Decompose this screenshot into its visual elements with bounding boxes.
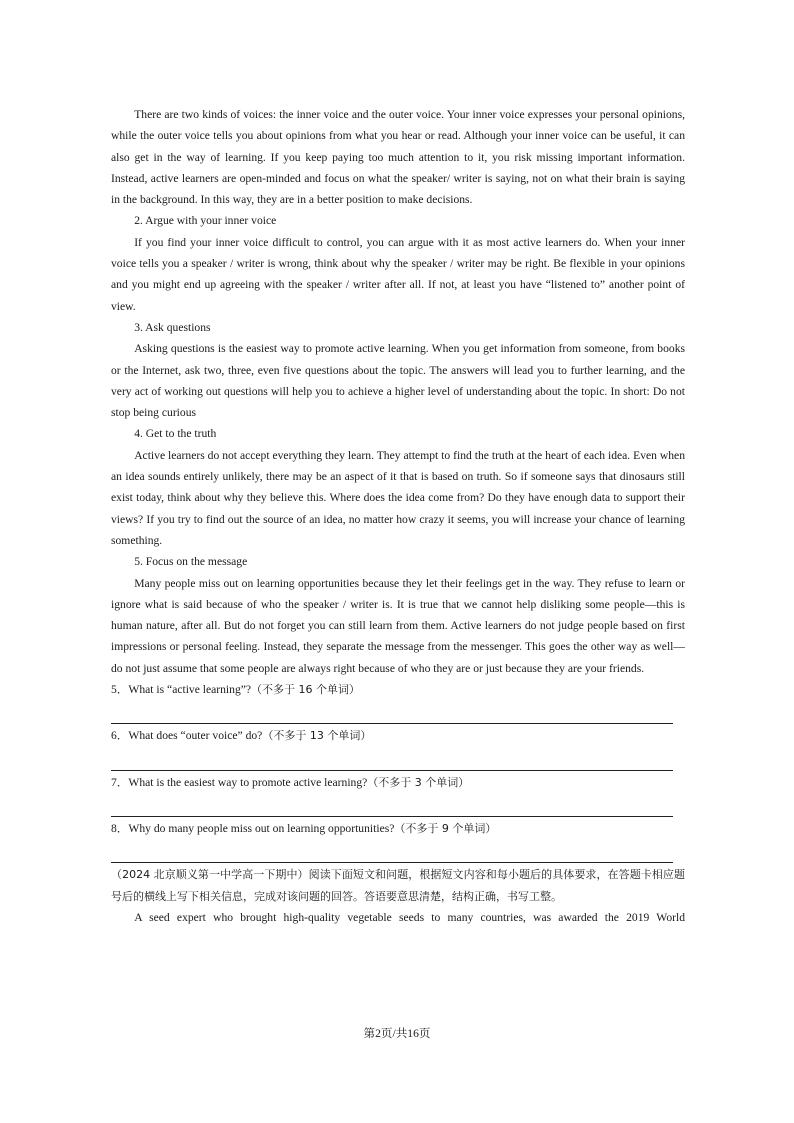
question-text: What does “outer voice” do? <box>128 729 263 743</box>
heading-truth: 4. Get to the truth <box>134 427 217 441</box>
question-number: 7． <box>111 775 129 789</box>
paragraph-argue: If you find your inner voice difficult to control, you can argue with it as most active learners do. When your inner voice tells you a speaker / writer is wrong, think about why the speaker / writer may be right. Be flexible in your opinions and you might end up agreeing with the speaker / writer after all. If not, at least you have “listened to” another point of view. <box>111 235 685 313</box>
question-limit: （不多于 16 个单词） <box>251 683 361 697</box>
section-instruction: （2024 北京顺义第一中学高一下期中）阅读下面短文和问题，根据短文内容和每小题后的具体要求，在答题卡相应题号后的横线上写下相关信息，完成对该问题的回答。答语要意思清楚，结构正确，书写工整。 <box>111 868 685 903</box>
answer-line[interactable] <box>111 700 673 724</box>
paragraph-truth: Active learners do not accept everything they learn. They attempt to find the truth at the heart of each idea. Even when an idea sounds entirely unlikely, there may be an aspect of it that is based on truth. So if someone says that dinosaurs still exist today, think about why they believe this. Where does the idea come from? Do they have enough data to support their views? If you try to find out the source of an idea, no matter how crazy it seems, you will increase your chance of learning something. <box>111 448 685 547</box>
paragraph-inner-voice: There are two kinds of voices: the inner voice and the outer voice. Your inner voice expresses your personal opinions, while the outer voice tells you about opinions from what you hear or read. Although your inner voice can be useful, it can also get in the way of learning. If you keep paying too much attention to it, you risk missing important information. Instead, active learners are open-minded and focus on what the speaker/ writer is saying, not on what their brain is saying in the background. In this way, they are in a better position to make decisions. <box>111 108 685 207</box>
heading-ask-questions: 3. Ask questions <box>134 320 211 334</box>
question-limit: （不多于 13 个单词） <box>262 729 372 743</box>
question-text: What is the easiest way to promote active learning? <box>128 775 368 789</box>
question-number: 6． <box>111 729 129 743</box>
question-6 <box>111 725 685 770</box>
paragraph-ask-questions: Asking questions is the easiest way to promote active learning. When you get information from someone, from books or the Internet, ask two, three, even five questions about the topic. The answers will lead you to further learning, and the very act of working out questions will help you to achieve a higher level of understanding about the topic. In short: Do not stop being curious <box>111 342 685 420</box>
page-footer: 第2页/共16页 <box>363 1027 431 1040</box>
question-limit: （不多于 9 个单词） <box>394 821 497 835</box>
document-body <box>111 104 685 928</box>
heading-message: 5. Focus on the message <box>134 555 248 569</box>
heading-argue: 2. Argue with your inner voice <box>134 214 277 228</box>
answer-line[interactable] <box>111 793 673 817</box>
paragraph-message: Many people miss out on learning opportunities because they let their feelings get in the way. They refuse to learn or ignore what is said because of who the speaker / writer is. It is true that we cannot help disliking some people—this is human nature, after all. But do not forget you can still learn from them. Active learners do not judge people based on first impressions or personal feeling. Instead, they separate the message from the messenger. This goes the other way as well—do not just assume that some people are always right because of who they are or just because they are your friends. <box>111 576 685 675</box>
paragraph-seed-expert: A seed expert who brought high-quality vegetable seeds to many countries, was awarded the 2019 World <box>134 910 685 924</box>
answer-line[interactable] <box>111 839 673 863</box>
question-number: 8． <box>111 821 129 835</box>
question-text: What is “active learning”? <box>128 683 252 697</box>
question-text: Why do many people miss out on learning opportunities? <box>128 821 395 835</box>
question-limit: （不多于 3 个单词） <box>367 775 470 789</box>
question-5 <box>111 679 685 724</box>
question-number: 5． <box>111 683 129 697</box>
question-7 <box>111 772 685 817</box>
answer-line[interactable] <box>111 747 673 771</box>
question-8 <box>111 818 685 863</box>
